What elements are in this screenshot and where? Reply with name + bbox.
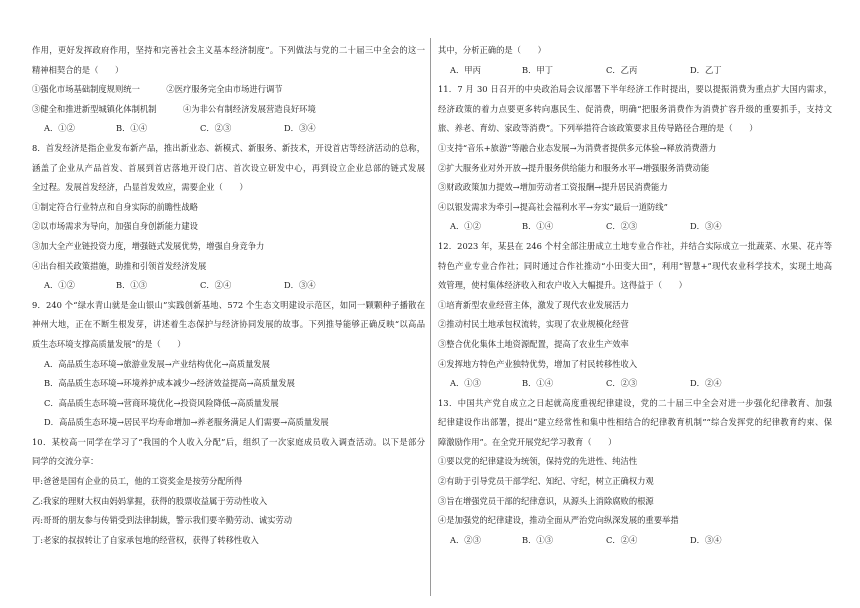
choice-option: C．乙丙 [606,64,638,75]
q9-stem-line: 神州大地，正在不断生根发芽，讲述着生态保护与经济协同发展的故事。下列推导能够正确反映“以高品 [32,319,425,330]
choice-option: C．②③ [606,378,638,389]
q8-choices [32,276,425,296]
q13-stem-line: 13．中国共产党自成立之日起就高度重视纪律建设，党的二十届三中全会对进一步强化纪律教育、加强 [438,397,832,408]
choice-option: A．①② [450,221,481,232]
q13-choices [438,531,832,551]
statement-item: ①制定符合行业特点和自身实际的前瞻性战略 [32,201,198,212]
choice-option: A．高品质生态环境→旅游业发展→产业结构优化→高质量发展 [44,358,270,369]
statement-item: ②以市场需求为导向，加强自身创新能力建设 [32,221,198,232]
statement-item: ①要以党的纪律建设为统领，保持党的先进性、纯洁性 [438,456,638,467]
choice-option: B．高品质生态环境→环境养护成本减少→经济效益提高→高质量发展 [44,378,295,389]
q9-stem-line: 质生态环境支撑高质量发展”的是（ ） [32,338,186,349]
choice-option: A．甲丙 [450,64,481,75]
q7-stem-line: 精神相契合的是（ ） [32,64,124,75]
statement-item: ②医疗服务完全由市场进行调节 [166,84,283,95]
statement-item: ①培育新型农业经营主体，激发了现代农业发展活力 [438,299,629,310]
statement-item: ①支持“音乐+旅游”等融合业态发展→为消费者提供多元体验→释放消费潜力 [438,142,717,153]
statement-item: ②扩大服务业对外开放→提升服务供给能力和服务水平→增强服务消费动能 [438,162,710,173]
choice-option: B．甲丁 [522,64,553,75]
choice-option: A．①② [44,280,75,291]
statement-item: ③财政政策加力提效→增加劳动者工资报酬→提升居民消费能力 [438,182,668,193]
choice-option: C．②④ [200,280,232,291]
statement-item: ③健全和推进新型城镇化体制机制 [32,103,157,114]
choice-option: D．高品质生态环境→居民平均寿命增加→养老服务满足人们需要→高质量发展 [44,417,329,428]
choice-option: C．高品质生态环境→营商环境优化→投资风险降低→高质量发展 [44,397,279,408]
q10-question: 其中，分析正确的是（ ） [438,45,546,55]
q11-stem-line: 11．7 月 30 日召开的中央政治局会议部署下半年经济工作时提出，要以提振消费为重点扩大国内需求， [438,84,832,95]
choice-option: D．乙丁 [690,64,722,75]
statement-item: ③整合优化集体土地资源配置，提高了农业生产效率 [438,338,629,349]
q12-stem-line: 特色产业专业合作社；同时通过合作社推动“小田变大田”，利用“智慧+”现代农业科学技术，实现土地高 [438,260,832,271]
q10-stem-line: 同学的交流分享： [32,456,99,467]
q8-stem-line: 全过程。发展首发经济，凸显首发效应，需要企业（ ） [32,182,248,193]
q7-statement-row [32,80,425,100]
statement-item: ④发挥地方特色产业独特优势，增加了村民转移性收入 [438,358,638,369]
q10-choices [438,61,832,81]
choice-option: D．③④ [284,280,316,291]
choice-option: C．②③ [606,221,638,232]
choice-option: B．①④ [522,221,553,232]
choice-option: D．③④ [690,221,722,232]
choice-option: A．②③ [450,534,481,545]
q13-stem-line: 障激励作用”。在全党开展党纪学习教育（ ） [438,436,617,447]
statement-item: ③加大全产业链投资力度，增强链式发展优势，增强自身竞争力 [32,240,265,251]
share-item: 丙:哥哥的朋友参与传销受到法律制裁，警示我们要辛勤劳动、诚实劳动 [32,515,293,526]
choice-option: D．②④ [690,378,722,389]
choice-option: B．①③ [522,534,553,545]
choice-option: B．①④ [116,123,147,134]
right-column [438,41,832,550]
choice-option: C．②④ [606,534,638,545]
choice-option: B．①④ [522,378,553,389]
q11-choices [438,217,832,237]
statement-item: ③旨在增强党员干部的纪律意识，从源头上消除腐败的根源 [438,495,654,506]
statement-item: ④是加强党的纪律建设，推动全面从严治党向纵深发展的重要举措 [438,515,679,526]
q12-stem-line: 效管理，使村集体经济收入和农户收入大幅提升。这得益于（ ） [438,280,687,291]
q7-choices [32,119,425,139]
choice-option: A．①③ [450,378,481,389]
choice-option: C．②③ [200,123,232,134]
choice-option: D．③④ [284,123,316,134]
q12-choices [438,374,832,394]
statement-item: ②推动村民土地承包权流转，实现了农业规模化经营 [438,319,629,330]
share-item: 丁:老家的叔叔转让了自家承包地的经营权，获得了转移性收入 [32,534,259,545]
q11-stem-line: 旅、养老、育幼、家政等消费”。下列举措符合该政策要求且传导路径合理的是（ ） [438,123,758,134]
q13-stem-line: 纪律建设作出部署，提出“建立经常性和集中性相结合的纪律教育机制”“综合发挥党的纪律教育约束、保 [438,417,832,428]
q7-statement-row [32,100,425,120]
q10-stem-line: 10．某校高一同学在学习了“我国的个人收入分配”后，组织了一次家庭成员收入调查活动。以下是部分 [32,436,425,447]
choice-option: A．①② [44,123,75,134]
share-item: 乙:我家的理财大权由妈妈掌握，获得的股票收益属于劳动性收入 [32,495,268,506]
choice-option: D．③④ [690,534,722,545]
statement-item: ①强化市场基础制度规则统一 [32,84,140,95]
q12-stem-line: 12．2023 年，某县在 246 个村全部注册成立土地专业合作社，并结合实际成立一批蔬菜、水果、花卉等 [438,240,832,251]
q9-stem-line: 9．240 个“绿水青山就是金山银山”实践创新基地、572 个生态文明建设示范区，如同一颗颗种子播散在 [32,299,425,310]
q11-stem-line: 经济政策的着力点要更多转向惠民生、促消费，明确“把服务消费作为消费扩容升级的重要抓手，支持文 [438,103,832,114]
q7-stem-line: 作用，更好发挥政府作用，坚持和完善社会主义基本经济制度”。下列做法与党的二十届三中全会的这一 [32,45,425,55]
statement-item: ②有助于引导党员干部学纪、知纪、守纪，树立正确权力观 [438,476,654,487]
choice-option: B．①③ [116,280,147,291]
statement-item: ④为非公有制经济发展营造良好环境 [183,103,316,114]
q8-stem-line: 8．首发经济是指企业发布新产品，推出新业态、新模式、新服务、新技术，开设首店等经济活动的总称， [32,142,425,153]
column-divider [430,38,431,596]
statement-item: ④出台相关政策措施，助推和引领首发经济发展 [32,260,207,271]
statement-item: ④以银发需求为牵引→提高社会福利水平→夯实“最后一道防线” [438,201,668,212]
share-item: 甲:爸爸是国有企业的员工，他的工资奖金是按劳分配所得 [32,476,243,487]
q8-stem-line: 涵盖了企业从产品首发、首展到首店落地开设门店、首次设立研发中心，再到设立企业总部的链式发展 [32,162,425,173]
left-column [32,41,425,550]
